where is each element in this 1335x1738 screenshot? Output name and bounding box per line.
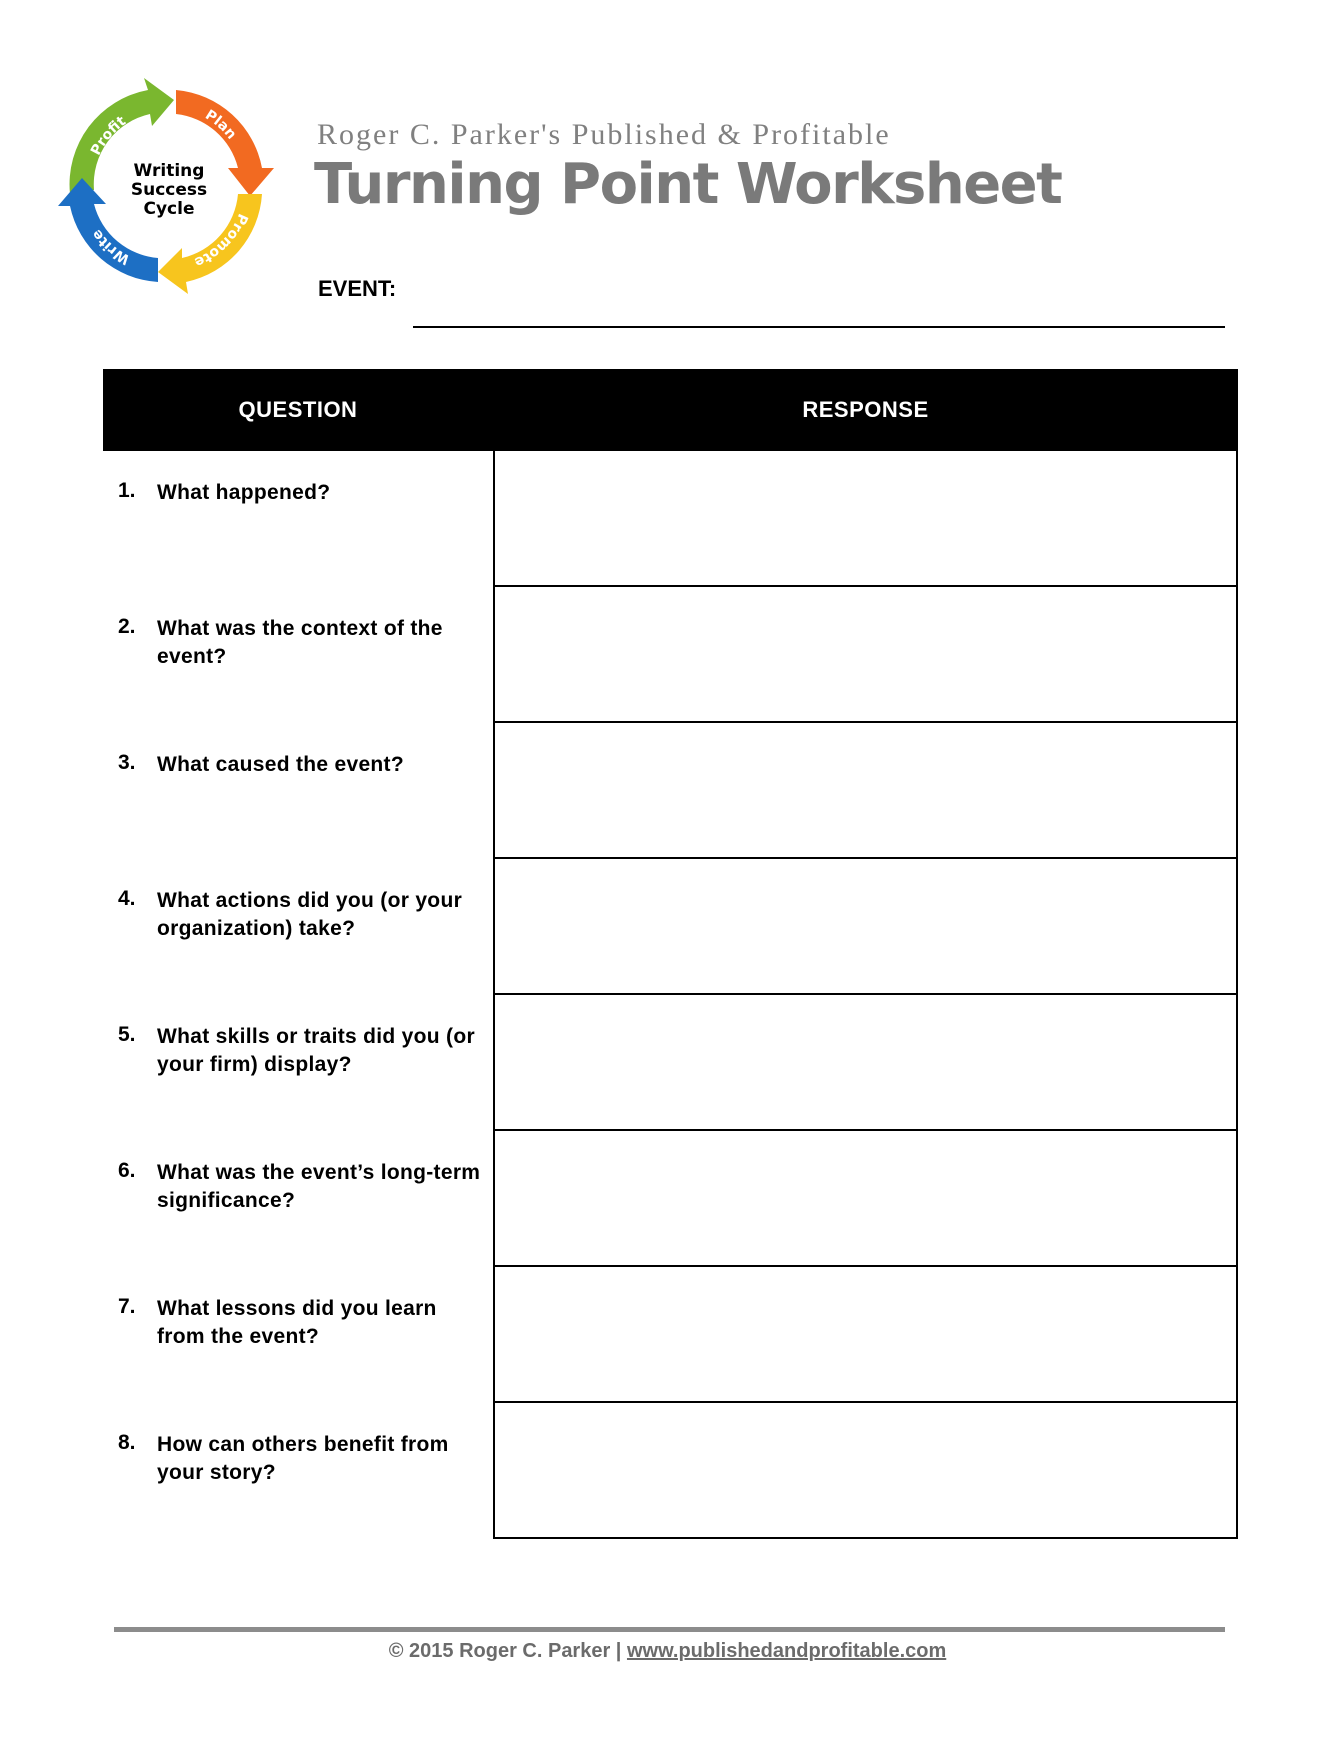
- brand-line: Roger C. Parker's Published & Profitable: [317, 118, 891, 151]
- writing-success-cycle-logo: [56, 76, 278, 298]
- question-text: How can others benefit from your story?: [157, 1433, 449, 1484]
- response-cell[interactable]: [493, 995, 1238, 1131]
- column-header-response: RESPONSE: [802, 397, 929, 422]
- response-cell[interactable]: [493, 1267, 1238, 1403]
- table-row: [103, 1131, 1238, 1267]
- logo-center-line-2: Success: [130, 180, 208, 200]
- response-cell[interactable]: [493, 451, 1238, 587]
- footer: [0, 1640, 1335, 1663]
- table-row: [103, 1403, 1238, 1539]
- footer-divider: [114, 1627, 1225, 1632]
- question-text: What skills or traits did you (or your firm) display?: [157, 1025, 475, 1076]
- logo-segment-profit: Profit: [87, 113, 129, 159]
- table-header: [103, 369, 1238, 451]
- worksheet-table: [103, 369, 1238, 1539]
- logo-segment-plan: Plan: [202, 106, 240, 143]
- cycle-arrows-icon: [56, 76, 278, 298]
- table-row: [103, 1267, 1238, 1403]
- question-text: What was the context of the event?: [157, 617, 443, 668]
- table-row: [103, 859, 1238, 995]
- question-text: What lessons did you learn from the event?: [157, 1297, 437, 1348]
- question-number: 6.: [118, 1159, 136, 1182]
- event-label: EVENT:: [318, 276, 397, 301]
- response-cell[interactable]: [493, 587, 1238, 723]
- table-row: [103, 587, 1238, 723]
- question-number: 4.: [118, 887, 136, 910]
- question-number: 7.: [118, 1295, 136, 1318]
- question-number: 5.: [118, 1023, 136, 1046]
- footer-copyright: © 2015 Roger C. Parker |: [388, 1640, 627, 1662]
- column-header-question: QUESTION: [238, 397, 358, 422]
- response-cell[interactable]: [493, 1131, 1238, 1267]
- question-number: 2.: [118, 615, 136, 638]
- logo-center-line-1: Writing: [133, 161, 205, 181]
- table-row: [103, 451, 1238, 587]
- footer-link[interactable]: www.publishedandprofitable.com: [626, 1640, 947, 1662]
- question-text: What actions did you (or your organization) take?: [157, 889, 463, 940]
- question-text: What caused the event?: [157, 753, 404, 776]
- page-title: Turning Point Worksheet: [314, 152, 1062, 217]
- question-number: 1.: [118, 479, 136, 502]
- table-row: [103, 995, 1238, 1131]
- table-row: [103, 723, 1238, 859]
- response-cell[interactable]: [493, 1403, 1238, 1539]
- response-cell[interactable]: [493, 723, 1238, 859]
- question-text: What happened?: [157, 481, 331, 504]
- logo-center-line-3: Cycle: [143, 199, 195, 219]
- event-input-line[interactable]: [413, 326, 1225, 328]
- question-text: What was the event’s long-term significance?: [157, 1161, 481, 1212]
- response-cell[interactable]: [493, 859, 1238, 995]
- logo-segment-write: Write: [88, 226, 133, 268]
- logo-segment-promote: Promote: [191, 211, 251, 271]
- table-body: [103, 451, 1238, 1539]
- question-number: 8.: [118, 1431, 136, 1454]
- question-number: 3.: [118, 751, 136, 774]
